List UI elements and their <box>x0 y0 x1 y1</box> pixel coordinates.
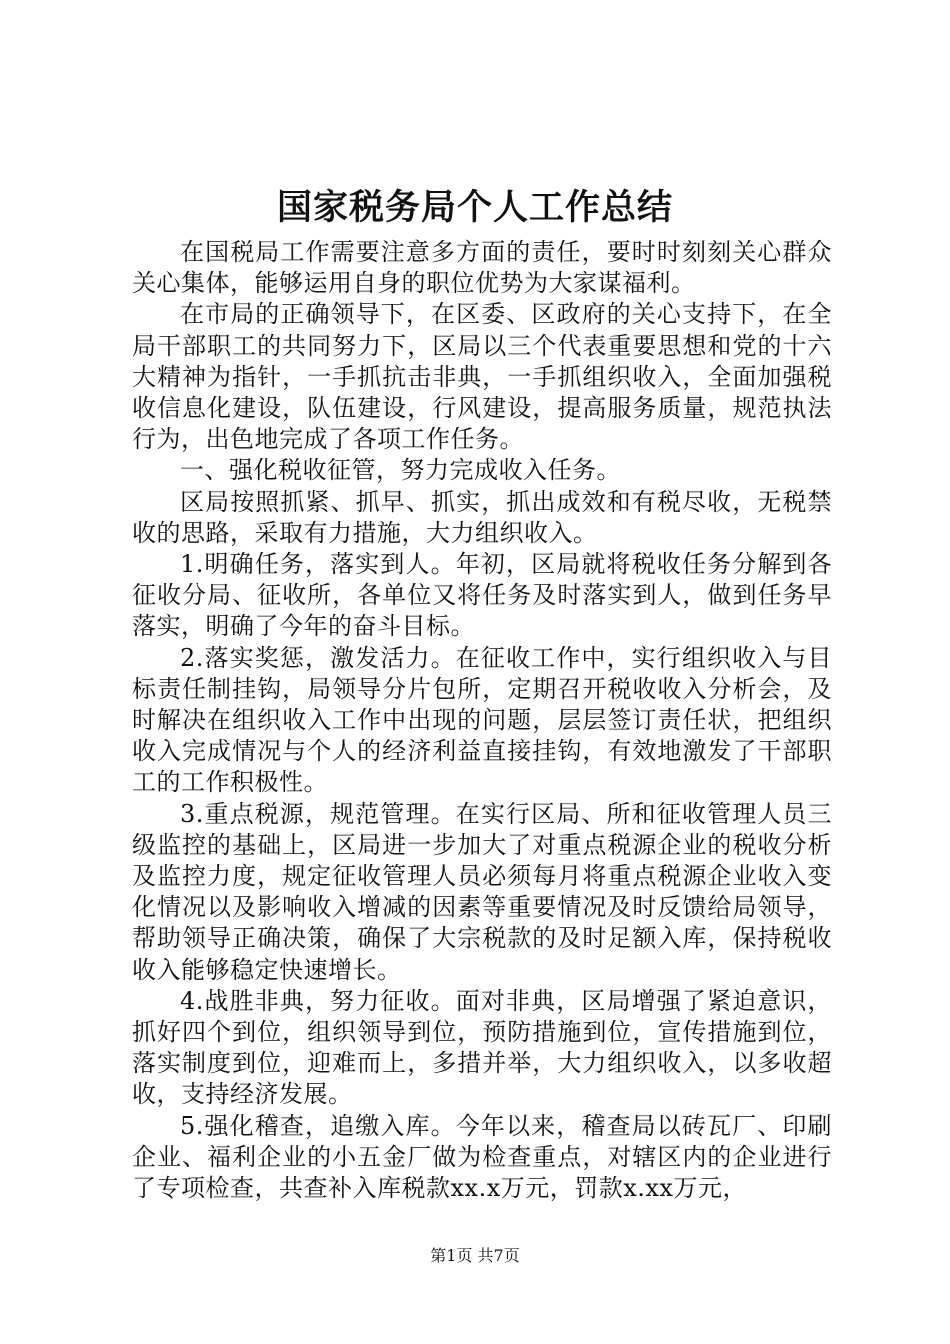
numbered-paragraph: 2.落实奖惩，激发活力。在征收工作中，实行组织收入与目标责任制挂钩，局领导分片包所，定期召开税收收入分析会，及时解决在组织收入工作中出现的问题，层层签订责任状，把组织收入完成情况与个人的经济利益直接挂钩，有效地激发了干部职工的工作积极性。 <box>132 643 832 797</box>
document-body <box>132 237 832 1204</box>
paragraph: 区局按照抓紧、抓早、抓实，抓出成效和有税尽收，无税禁收的思路，采取有力措施，大力组织收入。 <box>132 487 832 547</box>
numbered-paragraph: 5.强化稽查，追缴入库。今年以来，稽查局以砖瓦厂、印刷企业、福利企业的小五金厂做为检查重点，对辖区内的企业进行了专项检查，共查补入库税款xx.x万元，罚款x.xx万元， <box>132 1111 832 1203</box>
numbered-paragraph: 1.明确任务，落实到人。年初，区局就将税收任务分解到各征收分局、征收所，各单位又将任务及时落实到人，做到任务早落实，明确了今年的奋斗目标。 <box>132 550 832 641</box>
paragraph: 在国税局工作需要注意多方面的责任，要时时刻刻关心群众关心集体，能够运用自身的职位优势为大家谋福利。 <box>132 238 832 298</box>
numbered-paragraph: 3.重点税源，规范管理。在实行区局、所和征收管理人员三级监控的基础上，区局进一步加大了对重点税源企业的税收分析及监控力度，规定征收管理人员必须每月将重点税源企业收入变化情况以及影响收入增减的因素等重要情况及时反馈给局领导，帮助领导正确决策，确保了大宗税款的及时足额入库，保持税收收入能够稳定快速增长。 <box>132 799 832 984</box>
section-heading: 一、强化税收征管，努力完成收入任务。 <box>180 456 621 485</box>
numbered-paragraph: 4.战胜非典，努力征收。面对非典，区局增强了紧迫意识，抓好四个到位，组织领导到位，预防措施到位，宣传措施到位，落实制度到位，迎难而上，多措并举，大力组织收入，以多收超收，支持经济发展。 <box>132 986 832 1109</box>
document-title: 国家税务局个人工作总结 <box>276 187 673 228</box>
paragraph: 在市局的正确领导下，在区委、区政府的关心支持下，在全局干部职工的共同努力下，区局以三个代表重要思想和党的十六大精神为指针，一手抓抗击非典，一手抓组织收入，全面加强税收信息化建设，队伍建设，行风建设，提高服务质量，规范执法行为，出色地完成了各项工作任务。 <box>132 300 832 454</box>
page-footer: 第1页 共7页 <box>430 1246 520 1265</box>
